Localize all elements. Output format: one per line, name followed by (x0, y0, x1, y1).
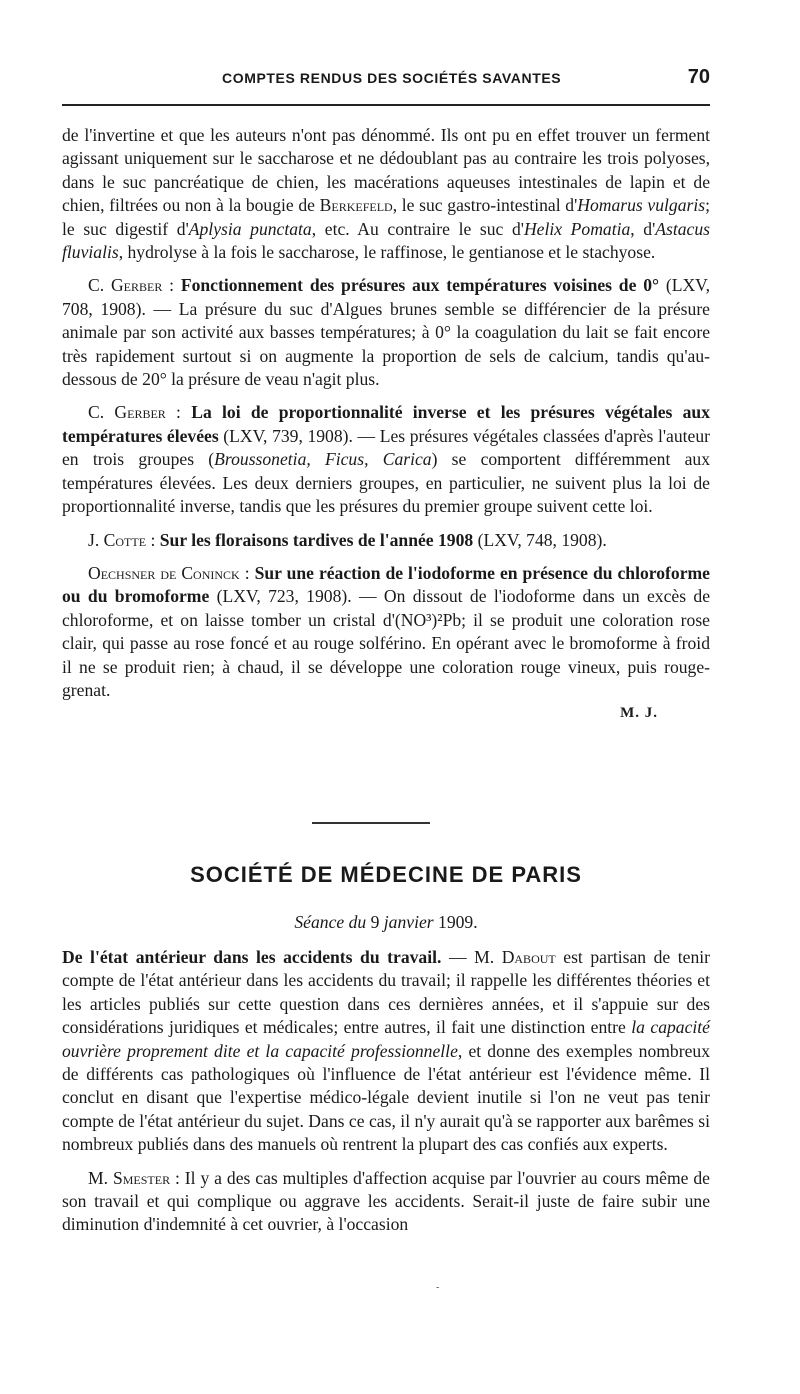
signature: M. J. (620, 705, 658, 722)
article-title: La loi de proportionnalité inverse et les présures végétales aux températures élevées (62, 402, 711, 446)
paragraph-etat-anterieur: De l'état antérieur dans les accidents du travail. — M. Dabout est partisan de tenir compte de l'état antérieur dans les accidents du travail; il rappelle les différentes théories et les articles publiés sur cette question dans ces dernières années, et il s'appuie sur des considérations juridiques et médicales; entre autres, il fait une distinction entre la capacité ouvrière proprement dite et la capacité professionnelle, et donne des exemples nombreux de différents cas pathologiques où l'influence de l'état antérieur est l'évidence même. Il conclut en disant que l'expertise médico-légale devient inutile si l'on ne veut pas tenir compte de l'état antérieur du sujet. Dans ce cas, il n'y aurait qu'à se rapporter aux barêmes si nombreux publiés dans des manuels où rentrent la plupart des cas confiés aux experts. (62, 947, 710, 1155)
running-title: COMPTES RENDUS DES SOCIÉTÉS SAVANTES (222, 70, 562, 86)
author-name: Cotte (103, 529, 147, 550)
footer-mark: - (436, 1282, 440, 1293)
species-name: Helix Pomatia (523, 218, 631, 239)
header-rule (62, 104, 710, 106)
reports-block (62, 124, 710, 726)
article-title: Sur une réaction de l'iodoforme en présence du chloroforme ou du bromoforme (62, 562, 710, 607)
paragraph-gerber-2: C. Gerber : La loi de proportionnalité inverse et les présures végétales aux températures élevées (LXV, 739, 1908). — Les présures végétales classées d'après l'auteur en trois groupes (Broussonetia, Ficus, Carica) se comportent différemment aux températures élevées. Les deux derniers groupes, en particulier, ne suivent plus la loi de proportionnalité inverse, tandis que les présures du premier groupe suivent cette loi. (62, 402, 711, 517)
species-name: Homarus vulgaris (577, 195, 706, 216)
species-name: Astacus fluvialis (62, 218, 711, 263)
author-name: Gerber (114, 402, 166, 423)
author-name: Oechsner (88, 562, 156, 583)
author-name: Gerber (110, 275, 163, 296)
running-head (62, 68, 710, 98)
author-name: Berkefeld (319, 195, 393, 216)
paragraph-smester: M. Smester : Il y a des cas multiples d'affection acquise par l'ouvrier au cours même de son travail et qui complique ou aggrave les accidents. Serait-il juste de faire subir une diminution d'indemnité à cet ouvrier, à l'occasion (62, 1167, 710, 1235)
author-name: Smester (112, 1167, 171, 1188)
section-title: SOCIÉTÉ DE MÉDECINE DE PARIS (190, 862, 582, 887)
author-name: de Coninck (155, 562, 240, 583)
page-number: 70 (687, 66, 710, 88)
paragraph-oechsner: Oechsner de Coninck : Sur une réaction de l'iodoforme en présence du chloroforme ou du bromoforme (LXV, 723, 1908). — On dissout de l'iodoforme dans un excès de chloroforme, et on laisse tomber un cristal d'(NO³)²Pb; il se produit une coloration rose clair, qui passe au rose foncé et au rouge solférino. En opérant avec le bromoforme à froid il ne se produit rien; à chaud, il se développe une coloration rouge vineux, puis rouge-grenat. (62, 562, 710, 700)
article-title: Fonctionnement des présures aux températures voisines de 0° (180, 275, 660, 296)
section-separator (312, 822, 430, 824)
paragraph-cotte: J. Cotte : Sur les floraisons tardives de l'année 1908 (LXV, 748, 1908). (88, 529, 607, 550)
italic-phrase: la capacité ouvrière proprement dite et la capacité professionnelle (62, 1017, 710, 1061)
author-name: Dabout (501, 947, 556, 967)
medecine-block (62, 946, 710, 1237)
paragraph-gerber-1: C. Gerber : Fonctionnement des présures aux températures voisines de 0° (LXV, 708, 1908). — La présure du suc d'Algues brunes semble se différencier de la présure animale par son activité aux basses températures; à 0° la coagulation du lait se fait encore très rapidement surtout si on augmente la proportion de sels de calcium, tandis qu'au-dessous de 20° la présure de veau n'agit plus. (62, 275, 710, 390)
species-name: Aplysia punctata (188, 218, 312, 239)
session-date: Séance du 9 janvier 1909. (294, 912, 478, 932)
article-title: Sur les floraisons tardives de l'année 1908 (159, 529, 474, 550)
paragraph-invertine: de l'invertine et que les auteurs n'ont pas dénommé. Ils ont pu en effet trouver un ferment agissant uniquement sur le saccharose et ne dédoublant pas au contraire les trois polyoses, dans le suc pancréatique de chien, les macérations aqueuses intestinales de lapin et de chien, filtrées ou non à la bougie de Berkefeld, le suc gastro-intestinal d'Homarus vulgaris; le suc digestif d'Aplysia punctata, etc. Au contraire le suc d'Helix Pomatia, d'Astacus fluvialis, hydrolyse à la fois le saccharose, le raffinose, le gentianose et le stachyose. (62, 125, 711, 263)
genera-list: Broussonetia, Ficus, Carica (214, 449, 432, 470)
article-title: De l'état antérieur dans les accidents du travail. (62, 947, 442, 967)
